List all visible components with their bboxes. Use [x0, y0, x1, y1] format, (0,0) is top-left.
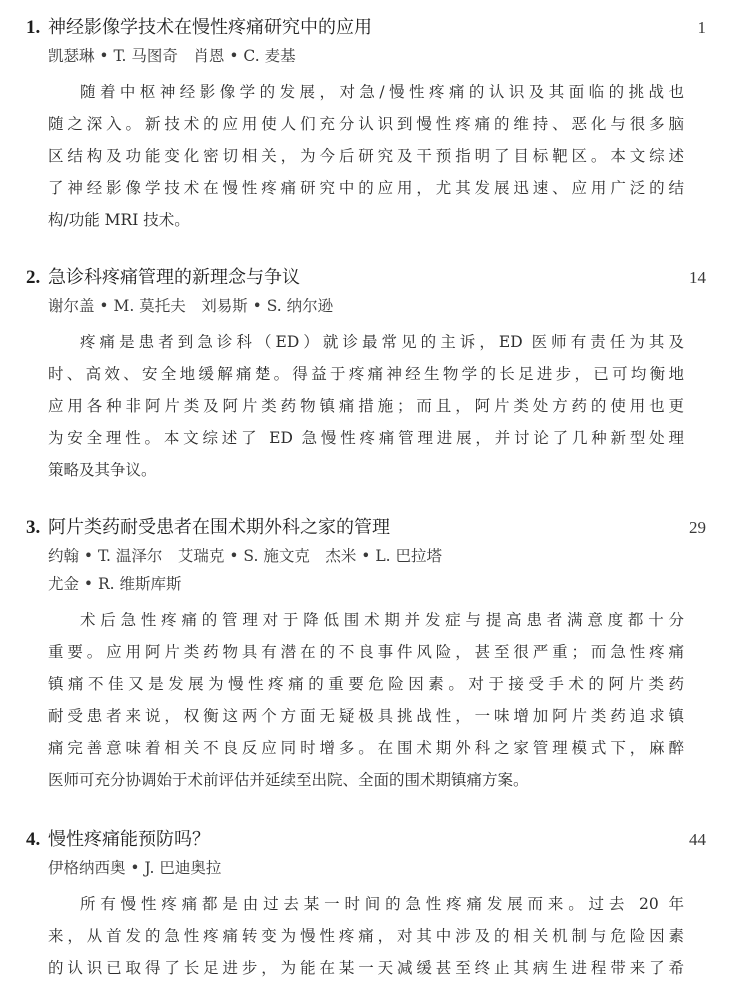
abstract-line: 的认识已取得了长足进步，为能在某一天减缓甚至终止其病生进程带来了希	[48, 959, 684, 977]
abstract-line: 重要。应用阿片类药物具有潜在的不良事件风险，甚至很严重；而急性疼痛	[48, 643, 684, 661]
entry-authors: 凯瑟琳 • T. 马图奇 肖恩 • C. 麦基	[48, 47, 296, 65]
entry-number: 1.	[26, 17, 41, 38]
entry-title-row	[26, 826, 706, 854]
abstract-line: 随着中枢神经影像学的发展，对急/慢性疼痛的认识及其面临的挑战也	[80, 83, 684, 101]
toc-entry-2	[26, 264, 706, 486]
abstract-line: 镇痛不佳又是发展为慢性疼痛的重要危险因素。对于接受手术的阿片类药	[48, 675, 684, 693]
entry-page-number: 14	[689, 268, 706, 287]
entry-page-number: 29	[689, 518, 706, 537]
entry-authors: 谢尔盖 • M. 莫托夫 刘易斯 • S. 纳尔逊	[48, 297, 334, 315]
entry-title[interactable]: 神经影像学技术在慢性疼痛研究中的应用	[48, 17, 372, 38]
abstract-line: 构/功能 MRI 技术。	[48, 211, 190, 229]
abstract-line: 为安全理性。本文综述了 ED 急慢性疼痛管理进展，并讨论了几种新型处理	[48, 429, 684, 447]
entry-title[interactable]: 慢性疼痛能预防吗？	[48, 829, 210, 850]
toc-entry-3	[26, 514, 706, 796]
entry-number: 3.	[26, 517, 41, 538]
abstract-line: 来，从首发的急性疼痛转变为慢性疼痛，对其中涉及的相关机制与危险因素	[48, 927, 684, 945]
entry-number: 4.	[26, 829, 41, 850]
entry-title-row	[26, 14, 706, 42]
entry-authors: 约翰 • T. 温泽尔 艾瑞克 • S. 施文克 杰米 • L. 巴拉塔	[48, 547, 442, 565]
entry-authors: 尤金 • R. 维斯库斯	[48, 575, 182, 593]
entry-title[interactable]: 急诊科疼痛管理的新理念与争议	[48, 267, 300, 288]
entry-abstract	[48, 326, 684, 486]
abstract-line: 随之深入。新技术的应用使人们充分认识到慢性疼痛的维持、恶化与很多脑	[48, 115, 684, 133]
entry-number: 2.	[26, 267, 41, 288]
toc-entry-4	[26, 826, 706, 984]
abstract-line: 时、高效、安全地缓解痛楚。得益于疼痛神经生物学的长足进步，已可均衡地	[48, 365, 684, 383]
entry-abstract	[48, 604, 684, 796]
abstract-line: 疼痛是患者到急诊科（ED）就诊最常见的主诉，ED 医师有责任为其及	[80, 333, 684, 351]
entry-page-number: 44	[689, 830, 706, 849]
abstract-line: 策略及其争议。	[48, 461, 157, 479]
entry-abstract	[48, 888, 684, 984]
abstract-line: 痛完善意味着相关不良反应同时增多。在围术期外科之家管理模式下，麻醉	[48, 739, 684, 757]
abstract-line: 耐受患者来说，权衡这两个方面无疑极具挑战性，一味增加阿片类药追求镇	[48, 707, 684, 725]
abstract-line: 所有慢性疼痛都是由过去某一时间的急性疼痛发展而来。过去 20 年	[80, 895, 684, 913]
abstract-line: 术后急性疼痛的管理对于降低围术期并发症与提高患者满意度都十分	[80, 611, 684, 629]
entry-title-row	[26, 514, 706, 542]
entry-page-number: 1	[697, 18, 706, 37]
abstract-line: 区结构及功能变化密切相关，为今后研究及干预指明了目标靶区。本文综述	[48, 147, 684, 165]
abstract-line: 了神经影像学技术在慢性疼痛研究中的应用，尤其发展迅速、应用广泛的结	[48, 179, 684, 197]
entry-title[interactable]: 阿片类药耐受患者在围术期外科之家的管理	[48, 517, 390, 538]
entry-title-row	[26, 264, 706, 292]
toc-entry-1	[26, 14, 706, 236]
abstract-line: 医师可充分协调始于术前评估并延续至出院、全面的围术期镇痛方案。	[48, 771, 529, 789]
entry-authors: 伊格纳西奥 • J. 巴迪奥拉	[48, 859, 222, 877]
abstract-line: 应用各种非阿片类及阿片类药物镇痛措施；而且，阿片类处方药的使用也更	[48, 397, 684, 415]
entry-abstract	[48, 76, 684, 236]
